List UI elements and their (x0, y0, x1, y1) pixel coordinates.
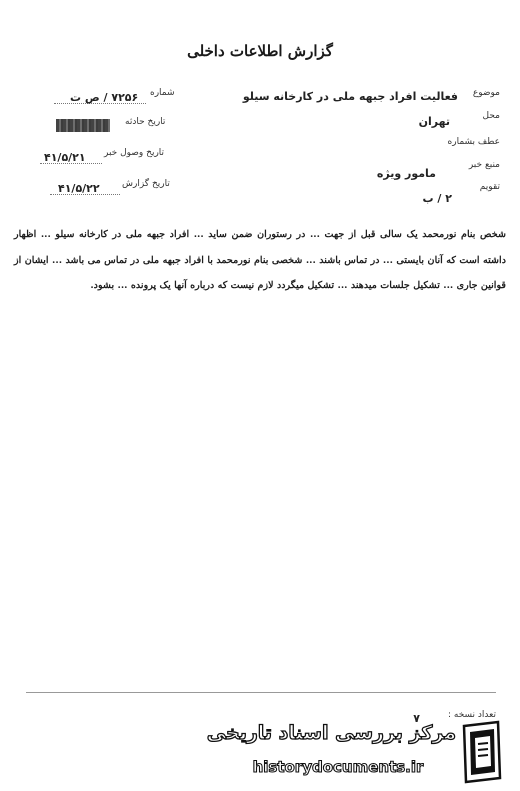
watermark-title: مرکز بررسی اسناد تاریخی (206, 722, 456, 744)
report-body: شخص بنام نورمحمد یک سالی قبل از جهت ... در رستوران ضمن ساید ... افراد جبهه ملی در کارخانه سیلو ... اظهار داشته است که آنان بایستی ... در تماس باشند ... شخصی بنام نورمحمد با افراد جبهه ملی در تماس می باشد ... ایشان از قوانین جاری ... تشکیل جلسات میدهند ... تشکیل میگردد لازم نیست که درباره آنها یک پرونده ... بشود. (14, 229, 506, 292)
report-date-label: تاریخ گزارش (122, 179, 170, 189)
copies-label: تعداد نسخه : (447, 710, 496, 720)
number-label: شماره (150, 88, 175, 98)
report-date-value: ۴۱/۵/۲۲ (58, 182, 100, 195)
report-title: گزارش اطلاعات داخلی (187, 42, 333, 60)
location-label: محل (482, 111, 500, 121)
reference-label: عطف بشماره (447, 137, 500, 147)
footer-divider (26, 692, 496, 693)
subject-value: فعالیت افراد جبهه ملی در کارخانه سیلو (242, 90, 458, 103)
incident-date-label: تاریخ حادثه (125, 117, 166, 127)
source-value: مامور ویژه (376, 167, 436, 180)
subject-label: موضوع (472, 88, 500, 98)
archive-emblem-icon (458, 720, 506, 784)
number-value: ۷۲۵۶ / ص ت (70, 91, 139, 104)
receipt-date-value: ۴۱/۵/۲۱ (44, 151, 86, 164)
source-label: منبع خبر (468, 160, 500, 170)
redaction-mark (56, 119, 110, 132)
receipt-date-label: تاریخ وصول خبر (104, 148, 165, 158)
location-value: تهران (418, 115, 450, 128)
rating-value: ۲ / ب (422, 192, 452, 205)
rating-label: تقویم (479, 182, 500, 192)
archive-watermark (206, 716, 508, 786)
copies-value: ۷ (413, 712, 420, 725)
watermark-url: historydocuments.ir (252, 758, 424, 776)
